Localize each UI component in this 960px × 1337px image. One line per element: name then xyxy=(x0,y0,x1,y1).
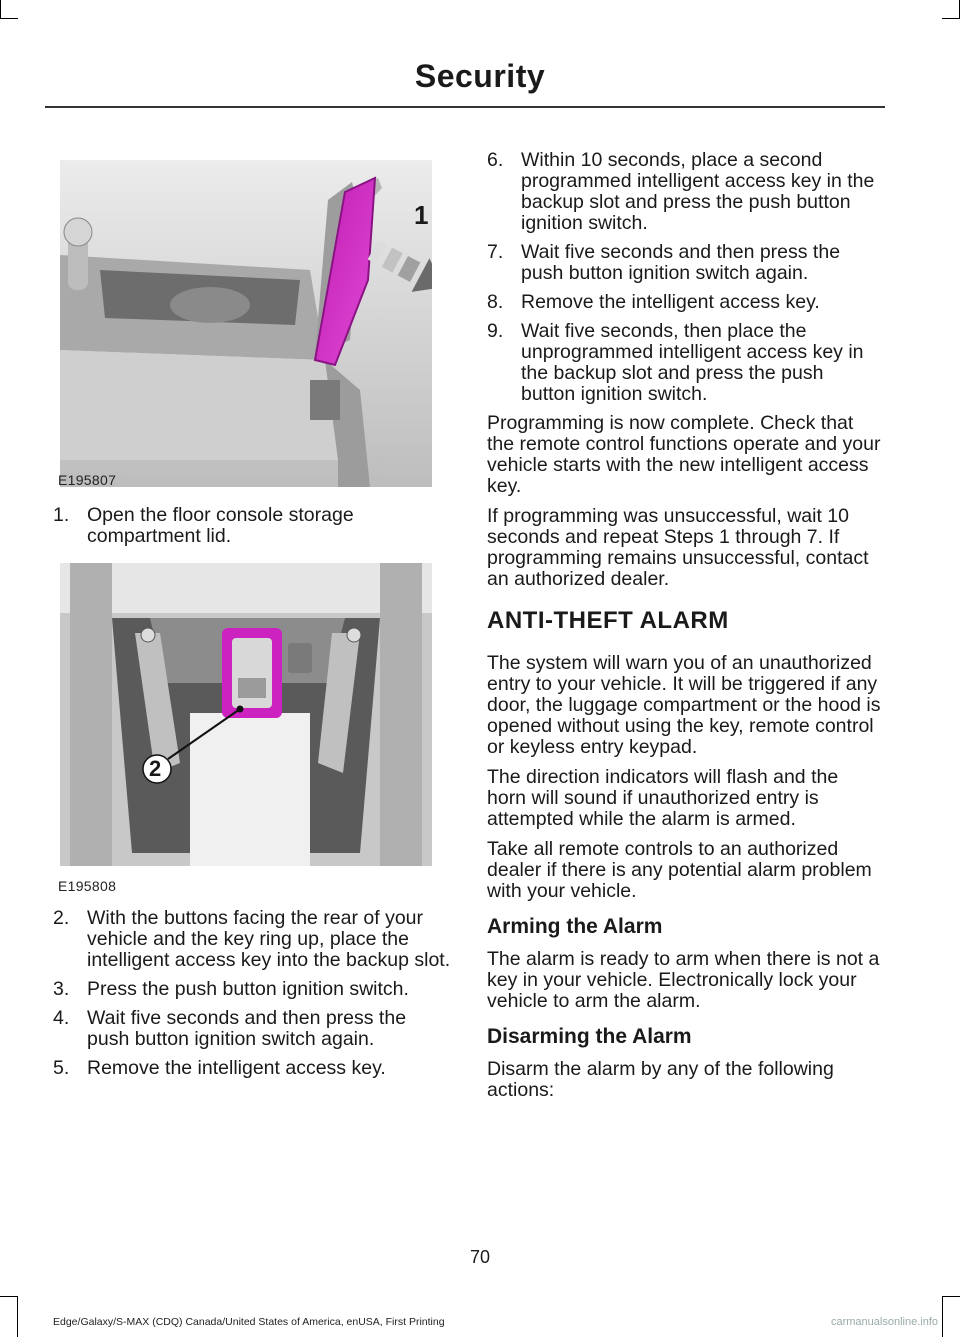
paragraph-disarming: Disarm the alarm by any of the following actions: xyxy=(487,1058,834,1101)
disarming-heading: Disarming the Alarm xyxy=(487,1025,692,1048)
step-text: With the buttons facing the rear of your vehicle and the key ring up, place the intelligent access key into the backup slot. xyxy=(87,907,451,971)
step-1-block xyxy=(53,505,453,555)
console-lid-drawing xyxy=(60,160,432,487)
crop-mark xyxy=(0,1296,17,1297)
paragraph-unsuccessful: If programming was unsuccessful, wait 10 seconds and repeat Steps 1 through 7. If programming remains unsuccessful, contact an authorized dealer. xyxy=(487,505,869,590)
paragraph-take: Take all remote controls to an authorized dealer if there is any potential alarm problem with your vehicle. xyxy=(487,838,872,902)
section-title: ANTI-THEFT ALARM xyxy=(487,607,729,634)
step-text: Wait five seconds and then press the push button ignition switch again. xyxy=(521,241,841,284)
step-text: Wait five seconds, then place the unprogrammed intelligent access key in the backup slot and press the push button ignition switch. xyxy=(521,320,864,405)
step-number: 3. xyxy=(53,978,70,1000)
crop-mark xyxy=(943,1296,960,1297)
crop-mark xyxy=(0,18,18,19)
crop-mark xyxy=(942,18,960,19)
paragraph-complete: Programming is now complete. Check that the remote control functions operate and your vehicle starts with the new intelligent access key. xyxy=(487,412,881,497)
step-text: Within 10 seconds, place a second programmed intelligent access key in the backup slot and press the push button ignition switch. xyxy=(521,149,875,234)
list-item xyxy=(487,292,882,313)
header-divider xyxy=(45,106,885,108)
list-item xyxy=(53,908,453,971)
step-number: 6. xyxy=(487,149,504,171)
list-item xyxy=(53,505,453,547)
page-number: 70 xyxy=(469,1247,491,1267)
paragraph-flash: The direction indicators will flash and the horn will sound if unauthorized entry is attempted while the alarm is armed. xyxy=(487,766,839,830)
step-number: 2. xyxy=(53,907,70,929)
watermark: carmanualsonline.info xyxy=(830,1316,938,1328)
list-item xyxy=(487,150,882,234)
list-item xyxy=(53,979,453,1000)
step-text: Wait five seconds and then press the push button ignition switch again. xyxy=(87,1007,407,1050)
step-number: 9. xyxy=(487,320,504,342)
crop-mark xyxy=(942,1296,943,1337)
step-number: 1. xyxy=(53,504,70,526)
figure-code: E195807 xyxy=(58,472,117,488)
paragraph-arming: The alarm is ready to arm when there is not a key in your vehicle. Electronically lock your vehicle to arm the alarm. xyxy=(487,948,880,1012)
arming-heading: Arming the Alarm xyxy=(487,915,663,938)
paragraph-warn: The system will warn you of an unauthorized entry to your vehicle. It will be triggered if any door, the luggage compartment or the hood is opened without using the key, remote control or keyless entry keypad. xyxy=(487,652,881,758)
backup-slot-illustration xyxy=(60,563,432,866)
step-number: 8. xyxy=(487,291,504,313)
footer-text: Edge/Galaxy/S-MAX (CDQ) Canada/United States of America, enUSA, First Printing xyxy=(53,1316,445,1328)
step-text: Remove the intelligent access key. xyxy=(87,1057,386,1079)
right-column xyxy=(487,150,882,1110)
list-item xyxy=(53,1058,453,1079)
list-item xyxy=(487,242,882,284)
step-number: 4. xyxy=(53,1007,70,1029)
step-number: 5. xyxy=(53,1057,70,1079)
step-text: Open the floor console storage compartment lid. xyxy=(87,504,354,547)
crop-mark xyxy=(0,0,1,18)
list-item xyxy=(487,321,882,405)
console-lid-illustration xyxy=(60,160,432,487)
step-text: Press the push button ignition switch. xyxy=(87,978,409,1000)
callout-1: 1 xyxy=(414,200,429,230)
page-title: Security xyxy=(414,58,546,94)
backup-slot-drawing xyxy=(60,563,432,866)
crop-mark xyxy=(17,1296,18,1337)
list-item xyxy=(53,1008,453,1050)
step-number: 7. xyxy=(487,241,504,263)
figure-code: E195808 xyxy=(58,878,117,894)
callout-2: 2 xyxy=(149,756,162,781)
steps-2-5 xyxy=(53,908,453,1087)
step-text: Remove the intelligent access key. xyxy=(521,291,820,313)
